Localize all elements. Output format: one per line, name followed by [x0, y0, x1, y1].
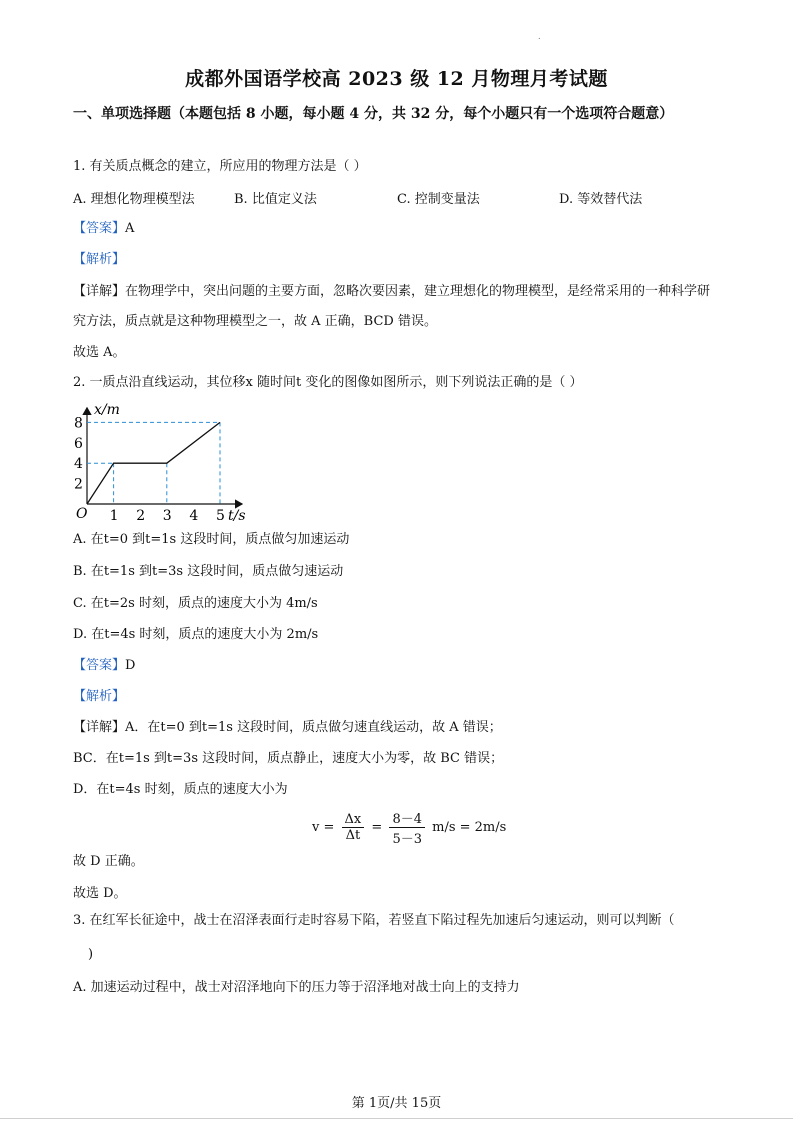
x-tick-label: 2	[136, 508, 146, 524]
x-axis-label: t/s	[228, 508, 246, 524]
q3-option-a: A. 加速运动过程中，战士对沼泽地向下的压力等于沼泽地对战士向上的支持力	[73, 980, 520, 995]
q2-d-correct: 故 D 正确。	[73, 854, 144, 869]
q2-detail-bc: BC．在t=1s 到t=3s 这段时间，质点静止，速度大小为零，故 BC 错误；	[73, 751, 504, 766]
section-heading: 一、单项选择题（本题包括 8 小题，每小题 4 分，共 32 分，每个小题只有一个选项符合题意）	[73, 106, 674, 122]
header-dot: .	[538, 32, 541, 41]
q1-answer	[73, 220, 134, 238]
q1-option-a: A. 理想化物理模型法	[73, 192, 195, 207]
x-tick-label: 3	[162, 508, 172, 524]
q2-stem: 2. 一质点沿直线运动，其位移x 随时间t 变化的图像如图所示，则下列说法正确的是（ ）	[73, 375, 583, 390]
q1-option-d: D. 等效替代法	[559, 192, 643, 207]
xt-graph	[70, 400, 260, 528]
q2-conclusion: 故选 D。	[73, 886, 127, 901]
formula-rhs: m/s = 2m/s	[432, 820, 507, 835]
q2-answer-value: D	[125, 658, 136, 673]
q3-stem: 3. 在红军长征途中，战士在沼泽表面行走时容易下陷，若竖直下陷过程先加速后匀速运动，则可以判断（	[73, 913, 675, 928]
q1-conclusion: 故选 A。	[73, 345, 126, 360]
q2-option-d: D. 在t=4s 时刻，质点的速度大小为 2m/s	[73, 627, 319, 642]
q2-option-c: C. 在t=2s 时刻，质点的速度大小为 4m/s	[73, 596, 318, 611]
formula-eq: =	[371, 820, 383, 835]
q2-detail-d: D．在t=4s 时刻，质点的速度大小为	[73, 782, 288, 797]
page-title: 成都外国语学校高 2023 级 12 月物理月考试题	[185, 68, 608, 90]
answer-tag: 【答案】	[73, 221, 126, 236]
q2-option-b: B. 在t=1s 到t=3s 这段时间，质点做匀速运动	[73, 564, 344, 579]
series-line	[87, 422, 220, 504]
fraction-values: $\frac{8-4}{5-3}$	[389, 808, 425, 847]
x-tick-label: 4	[189, 508, 199, 524]
y-tick-label: 2	[74, 476, 83, 493]
y-tick-label: 8	[74, 415, 83, 432]
x-tick-label: 1	[109, 508, 119, 524]
q1-option-c: C. 控制变量法	[397, 192, 480, 207]
q1-stem: 1. 有关质点概念的建立，所应用的物理方法是（ ）	[73, 159, 367, 174]
y-axis-label: x/m	[94, 402, 120, 418]
formula-lhs: v =	[312, 820, 335, 835]
q3-stem-end: )	[88, 947, 94, 962]
q2-analysis-tag: 【解析】	[73, 689, 126, 704]
q1-option-b: B. 比值定义法	[234, 192, 317, 207]
fraction-delta: $\frac{\Delta x}{\Delta t}$	[342, 812, 365, 843]
x-tick-label: 5	[216, 508, 225, 524]
q2-answer: 【答案】D	[73, 658, 136, 673]
page-footer: 第 1页/共 15页	[351, 1096, 442, 1111]
origin-label: O	[76, 506, 88, 522]
q2-detail-a: 【详解】A．在t=0 到t=1s 这段时间，质点做匀速直线运动，故 A 错误；	[73, 720, 502, 735]
y-tick-label: 6	[74, 435, 83, 452]
q1-answer-value: A	[125, 221, 135, 236]
q1-detail: 【详解】在物理学中，突出问题的主要方面，忽略次要因素，建立理想化的物理模型，是经常采用的一种科学研究方法，质点就是这种物理模型之一，故 A 正确，BCD 错误。	[73, 284, 711, 329]
footer-divider	[0, 1118, 793, 1119]
velocity-formula	[312, 808, 506, 847]
q1-analysis-tag: 【解析】	[73, 252, 126, 267]
y-tick-label: 4	[74, 456, 83, 473]
q2-option-a: A. 在t=0 到t=1s 这段时间，质点做匀加速运动	[73, 532, 350, 547]
